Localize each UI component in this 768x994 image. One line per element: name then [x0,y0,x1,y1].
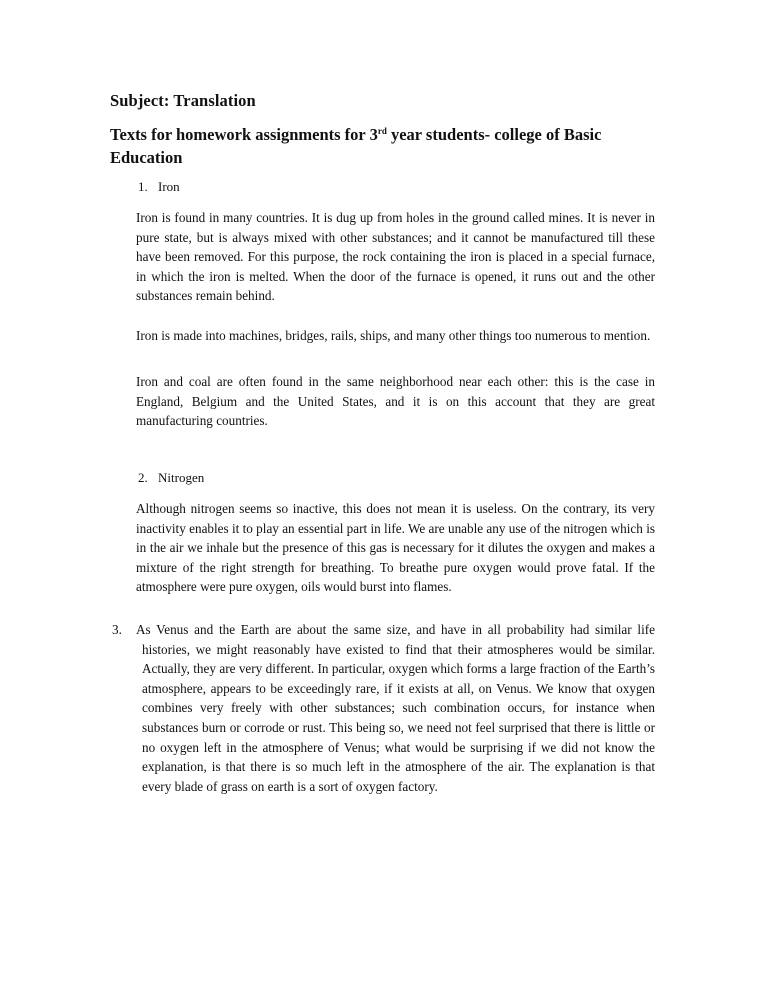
document-title [110,123,655,169]
nitrogen-paragraph-1: Although nitrogen seems so inactive, this does not mean it is useless. On the contrary, its very inactivity enables it to play an essential part in life. We are unable any use of the nitrogen which is in the air we inhale but the presence of this gas is necessary for it dilutes the oxygen and makes a mixture of the right strength for breathing. To breathe pure oxygen would prove fatal. If the atmosphere were pure oxygen, oils would burst into flames. [136,501,655,595]
section-number: 1. [138,179,148,194]
iron-paragraph-2: Iron is made into machines, bridges, rails, ships, and many other things too numerous to mention. [136,328,651,343]
iron-paragraph-3: Iron and coal are often found in the same neighborhood near each other: this is the case in England, Belgium and the United States, and it is on this account that they are great manufacturing countries. [136,374,655,429]
title-superscript: rd [377,126,387,136]
venus-paragraph [112,620,655,796]
section-heading-nitrogen [138,470,204,486]
section-number: 2. [138,470,148,485]
iron-paragraph-1: Iron is found in many countries. It is dug up from holes in the ground called mines. It is never in pure state, but is always mixed with other substances; and it cannot be manufactured till these have been removed. For this purpose, the rock containing the iron is placed in a special furnace, in which the iron is melted. When the door of the furnace is opened, it runs out and the other substances remain behind. [136,210,655,304]
section-number: 3. [112,622,122,637]
title-text-end: year students- college of Basic Education [110,125,602,167]
section-heading-iron [138,179,180,195]
venus-text: As Venus and the Earth are about the same size, and have in all probability had similar life histories, we might reasonably have existed to find that their atmospheres would be similar. Actually, they are very different. In particular, oxygen which forms a large fraction of the Earth’s atmosphere, appears to be exceedingly rare, if it exists at all, on Venus. We know that oxygen combines very freely with other substances; such combination occurs, for instance when substances burn or corrode or rust. This being so, we need not feel surprised that there is little or no oxygen left in the atmosphere of Venus; what would be surprising if we did not know the explanation, is that there is so much left in the atmosphere of the air. The explanation is that every blade of grass on earth is a sort of oxygen factory. [136,622,655,794]
section-title: Iron [158,179,180,194]
subject-heading: Subject: Translation [110,91,256,110]
title-text-start: Texts for homework assignments for 3 [110,125,378,144]
section-title: Nitrogen [158,470,205,485]
